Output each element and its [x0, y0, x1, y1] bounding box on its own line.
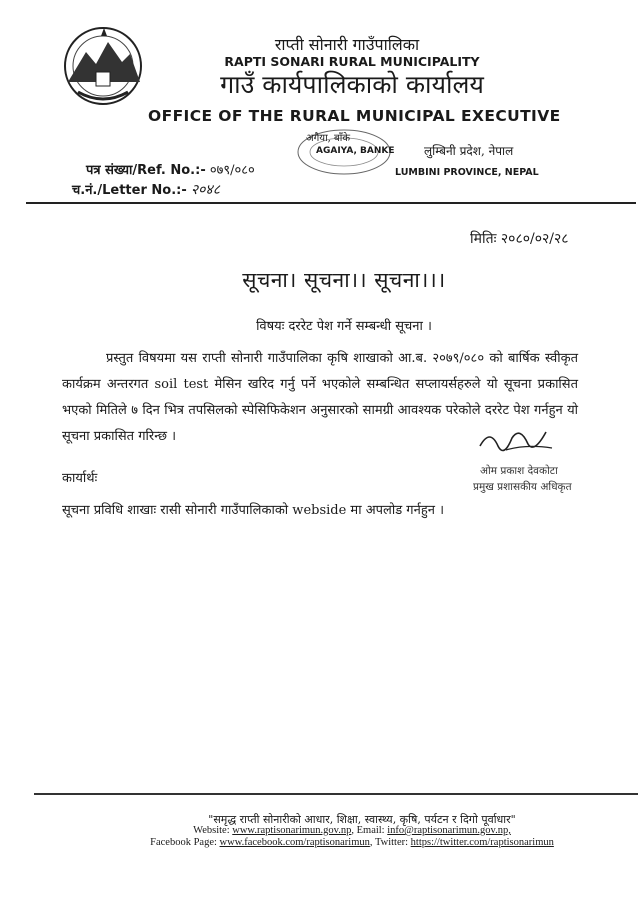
footer-contact-line2	[0, 837, 644, 848]
notice-title: सूचना। सूचना।। सूचना।।।	[242, 268, 446, 292]
ref-label: पत्र संख्या/Ref. No.:-	[86, 163, 206, 178]
office-name-np: गाउँ कार्यपालिकाको कार्यालय	[220, 70, 484, 99]
karyartha-label: कार्यार्थः	[62, 471, 98, 486]
letter-value: २०४८	[190, 182, 220, 198]
location-en: AGAIYA, BANKE	[316, 146, 395, 156]
footer-slogan: "समृद्ध राप्ती सोनारीको आधार, शिक्षा, स्वास्थ्य, कृषि, पर्यटन र दिगो पूर्वाधार"	[208, 813, 516, 826]
ref-value: ०७९/०८०	[209, 163, 255, 178]
email-link[interactable]: info@raptisonarimun.gov.np,	[387, 825, 511, 836]
province-en: LUMBINI PROVINCE, NEPAL	[395, 167, 539, 178]
twitter-label: , Twitter:	[369, 837, 409, 848]
municipality-name-en: RAPTI SONARI RURAL MUNICIPALITY	[224, 54, 480, 69]
signature-icon	[476, 424, 556, 462]
signatory-name: ओम प्रकाश देवकोटा	[480, 465, 558, 477]
notice-body: प्रस्तुत विषयमा यस राप्ती सोनारी गाउँपालिका कृषि शाखाको आ.ब. २०७९/०८० को बार्षिक स्वीकृत कार्यक्रम अन्तरगत soil test मेसिन खरिद गर्नु पर्ने भएकोले सम्बन्धित सप्लायर्सहरुले यो सूचना प्रकासित भएको मितिले ७ दिन भित्र तपसिलको स्पेसिफिकेशन अनुसारको सामग्री आवश्यक परेकोले दररेट पेश गर्नहुन यो सूचना प्रकासित गरिन्छ ।	[62, 351, 578, 444]
website-link[interactable]: www.raptisonarimun.gov.np	[232, 825, 352, 836]
ref-number-row	[86, 160, 255, 178]
letter-number-row	[72, 180, 220, 199]
signatory-title: प्रमुख प्रशासकीय अधिकृत	[473, 481, 572, 493]
upload-note: सूचना प्रविधि शाखाः रासी सोनारी गाउँपालिकाको webside मा अपलोड गर्नहुन ।	[62, 503, 444, 518]
website-label: Website:	[193, 825, 230, 836]
province-np: लुम्बिनी प्रदेश, नेपाल	[424, 144, 514, 158]
municipality-name-np: राप्ती सोनारी गाउँपालिका	[274, 35, 420, 54]
office-name-en: OFFICE OF THE RURAL MUNICIPAL EXECUTIVE	[148, 107, 561, 125]
letter-label: च.नं./Letter No.:-	[72, 183, 187, 198]
footer-contact-line1	[0, 825, 644, 836]
facebook-link[interactable]: www.facebook.com/raptisonarimun	[219, 837, 370, 848]
notice-date: मितिः २०८०/०२/२८	[470, 231, 569, 247]
header-divider	[26, 202, 636, 204]
twitter-link[interactable]: https://twitter.com/raptisonarimun	[410, 837, 554, 848]
notice-subject: विषयः दररेट पेश गर्ने सम्बन्धी सूचना ।	[256, 319, 432, 334]
email-label: , Email:	[351, 825, 385, 836]
footer-divider	[34, 793, 638, 795]
location-np: अगैया, बाँके	[306, 133, 350, 144]
facebook-label: Facebook Page:	[150, 837, 217, 848]
